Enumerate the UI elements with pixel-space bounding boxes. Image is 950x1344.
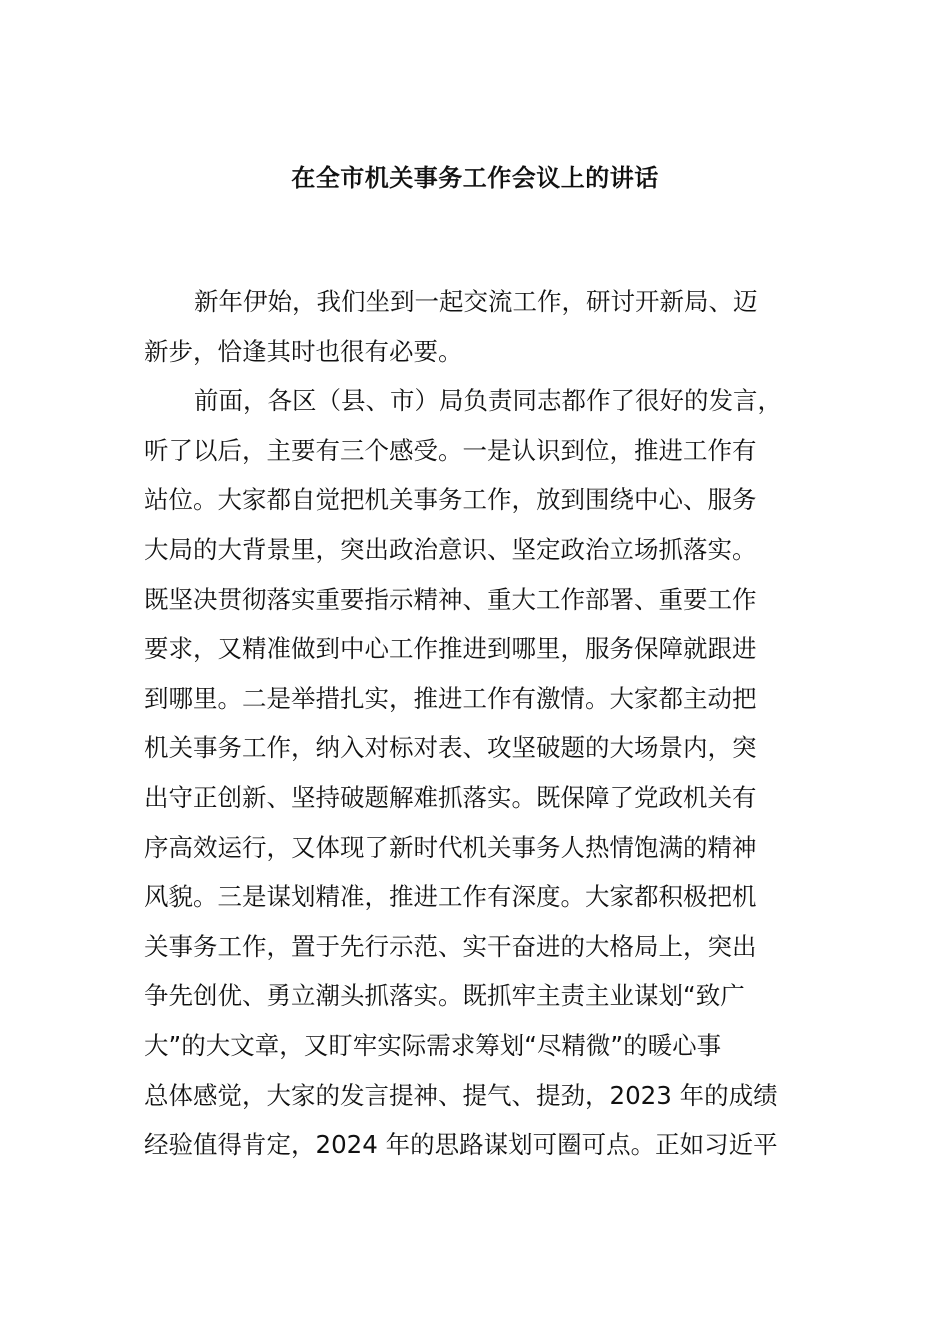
text-line: 听了以后，主要有三个感受。一是认识到位，推进工作有 <box>144 435 757 465</box>
text-line: 出守正创新、坚持破题解难抓落实。既保障了党政机关有 <box>144 782 757 812</box>
text-line: 站位。大家都自觉把机关事务工作，放到围绕中心、服务 <box>144 485 757 515</box>
text-line: 序高效运行，又体现了新时代机关事务人热情饱满的精神 <box>144 832 757 862</box>
text-line: 大局的大背景里，突出政治意识、坚定政治立场抓落实。 <box>144 534 757 564</box>
text-line: 既坚决贯彻落实重要指示精神、重大工作部署、重要工作 <box>144 584 757 614</box>
text-line: 风貌。三是谋划精准，推进工作有深度。大家都积极把机 <box>144 882 757 912</box>
text-line: 机关事务工作，纳入对标对表、攻坚破题的大场景内，突 <box>144 733 757 763</box>
paragraph-feelings <box>144 376 814 1170</box>
text-line: 前面，各区（县、市）局负责同志都作了很好的发言， <box>194 386 782 416</box>
document-body <box>144 277 814 1170</box>
text-line: 大”的大文章，又盯牢实际需求筹划“尽精微”的暖心事 <box>144 1030 722 1060</box>
text-line: 新步，恰逢其时也很有必要。 <box>144 336 463 366</box>
text-line: 到哪里。二是举措扎实，推进工作有激情。大家都主动把 <box>144 683 757 713</box>
paragraph-opening <box>144 277 814 376</box>
text-line: 总体感觉，大家的发言提神、提气、提劲，2023 年的成绩 <box>144 1080 778 1110</box>
document-title: 在全市机关事务工作会议上的讲话 <box>291 164 659 192</box>
text-line: 关事务工作，置于先行示范、实干奋进的大格局上，突出 <box>144 931 757 961</box>
text-line: 要求，又精准做到中心工作推进到哪里，服务保障就跟进 <box>144 634 757 664</box>
text-line: 新年伊始，我们坐到一起交流工作，研讨开新局、迈 <box>194 287 758 316</box>
text-line: 经验值得肯定，2024 年的思路谋划可圈可点。正如习近平 <box>144 1130 778 1160</box>
text-line: 争先创优、勇立潮头抓落实。既抓牢主责主业谋划“致广 <box>144 981 745 1011</box>
